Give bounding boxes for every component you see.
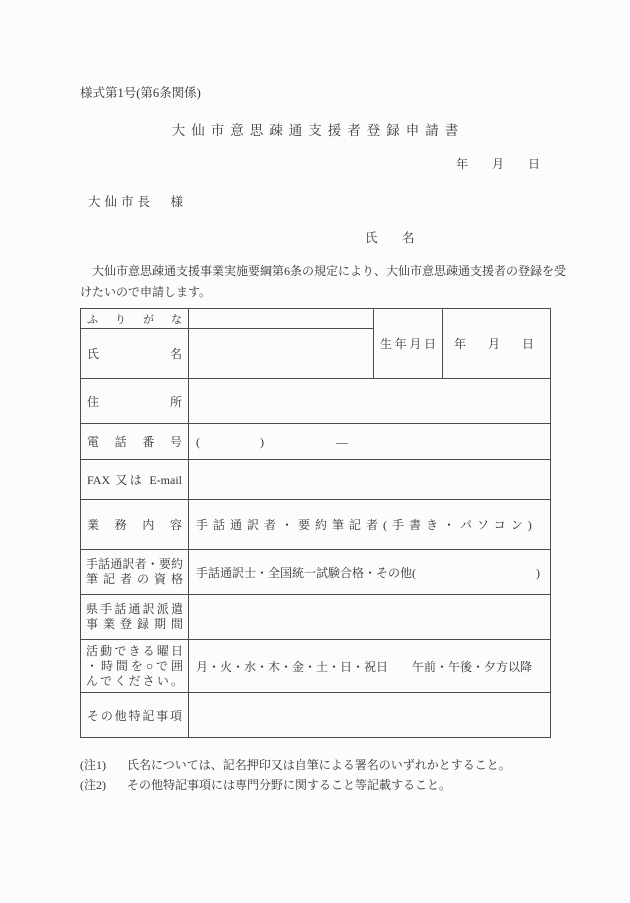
intro-paragraph: 大仙市意思疎通支援事業実施要綱第6条の規定により、大仙市意思疎通支援者の登録を受けたいので申請します。 xyxy=(80,264,567,299)
phone-label-cell: 電話番号 xyxy=(81,424,189,460)
form-number-label: 様式第1号(第6条関係) xyxy=(80,86,201,100)
table-row-availability xyxy=(81,640,551,693)
phone-value-cell: ( ) ― xyxy=(189,424,551,460)
addressee-line: 大仙市長 様 xyxy=(88,195,188,209)
pref-registration-label-line1: 県手話通訳派遣 xyxy=(86,602,183,616)
pref-registration-label-line2: 事業登録期間 xyxy=(86,617,183,631)
other-notes-input-cell xyxy=(189,693,551,738)
address-input-cell xyxy=(189,379,551,424)
qualification-label-line1: 手話通訳者・要約 xyxy=(86,557,183,571)
furigana-label-cell: ふりがな xyxy=(81,309,189,329)
pref-registration-input-cell xyxy=(189,595,551,640)
address-label-cell: 住所 xyxy=(81,379,189,424)
qualification-label-line2: 筆記者の資格 xyxy=(86,572,183,586)
table-row-furigana xyxy=(81,309,551,329)
pref-registration-label-cell xyxy=(81,595,189,640)
name-label-cell: 氏名 xyxy=(81,329,189,379)
application-table xyxy=(80,308,551,738)
furigana-input-cell xyxy=(189,309,374,329)
table-row-duties xyxy=(81,500,551,550)
availability-label-line3: んでください。 xyxy=(86,673,183,688)
date-line: 年 月 日 xyxy=(455,157,546,171)
availability-days: 月・火・水・木・金・土・日・祝日 xyxy=(196,659,389,674)
applicant-name-label: 氏 名 xyxy=(365,231,421,245)
footnote-2 xyxy=(80,775,580,795)
footnotes xyxy=(80,755,580,795)
table-row-fax-email xyxy=(81,460,551,500)
duties-value-cell: 手話通訳者・要約筆記者(手書き・パソコン) xyxy=(189,500,551,550)
table-row-other-notes xyxy=(81,693,551,738)
availability-value-cell xyxy=(189,640,551,693)
other-notes-label-cell: その他特記事項 xyxy=(81,693,189,738)
footnote-2-text: その他特記事項には専門分野に関すること等記載すること。 xyxy=(127,778,452,792)
fax-email-input-cell xyxy=(189,460,551,500)
availability-times: 午前・午後・夕方以降 xyxy=(412,659,533,674)
birthdate-value-cell: 年 月 日 xyxy=(443,309,551,379)
birthdate-label-cell: 生年月日 xyxy=(374,309,443,379)
footnote-1 xyxy=(80,755,580,775)
availability-label-line2: ・時間を○で囲 xyxy=(86,658,183,673)
table-row-address xyxy=(81,379,551,424)
table-row-pref-registration xyxy=(81,595,551,640)
fax-email-label-cell: FAX 又は E-mail xyxy=(81,460,189,500)
footnote-1-number: (注1) xyxy=(80,758,106,772)
footnote-2-number: (注2) xyxy=(80,778,106,792)
name-input-cell xyxy=(189,329,374,379)
qualification-value-cell: 手話通訳士・全国統一試験合格・その他( ) xyxy=(189,550,551,595)
availability-label-line1: 活動できる曜日 xyxy=(86,643,183,658)
qualification-label-cell xyxy=(81,550,189,595)
table-row-phone xyxy=(81,424,551,460)
footnote-1-text: 氏名については、記名押印又は自筆による署名のいずれかとすること。 xyxy=(127,758,511,772)
table-row-qualification xyxy=(81,550,551,595)
duties-label-cell: 業務内容 xyxy=(81,500,189,550)
document-title: 大仙市意思疎通支援者登録申請書 xyxy=(171,123,465,138)
availability-label-cell xyxy=(81,640,189,693)
